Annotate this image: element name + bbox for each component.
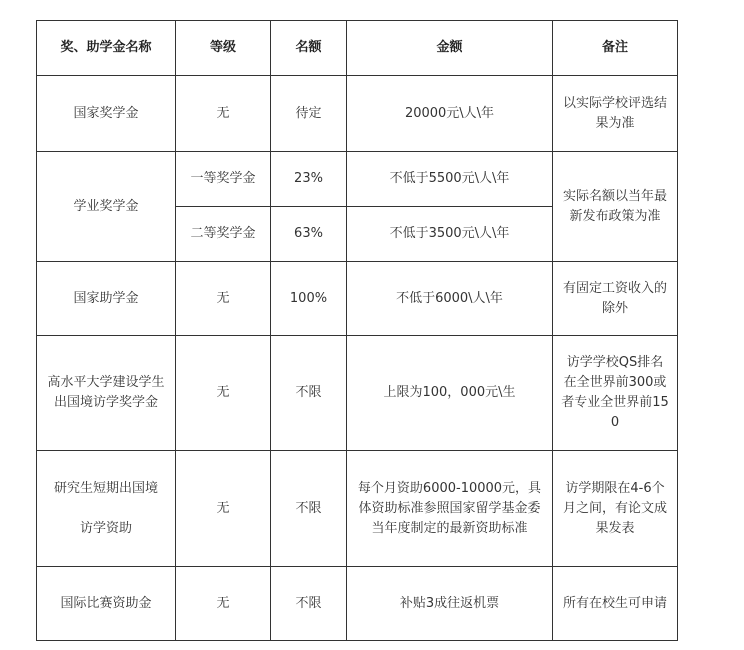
cell-level: 无 xyxy=(176,336,271,451)
cell-level: 无 xyxy=(176,76,271,152)
header-level: 等级 xyxy=(176,21,271,76)
cell-quota: 100% xyxy=(271,262,347,336)
cell-quota: 63% xyxy=(271,207,347,262)
cell-note: 有固定工资收入的除外 xyxy=(553,262,678,336)
cell-note: 访学期限在4-6个月之间，有论文成果发表 xyxy=(553,451,678,567)
cell-quota: 23% xyxy=(271,152,347,207)
cell-amount: 不低于6000\人\年 xyxy=(347,262,553,336)
cell-quota: 不限 xyxy=(271,451,347,567)
header-note: 备注 xyxy=(553,21,678,76)
cell-name: 高水平大学建设学生出国境访学奖学金 xyxy=(37,336,176,451)
header-name: 奖、助学金名称 xyxy=(37,21,176,76)
cell-level: 无 xyxy=(176,567,271,641)
cell-name: 国家助学金 xyxy=(37,262,176,336)
cell-note: 所有在校生可申请 xyxy=(553,567,678,641)
scholarship-table xyxy=(36,20,678,641)
table-row xyxy=(37,451,678,567)
cell-amount: 不低于5500元\人\年 xyxy=(347,152,553,207)
cell-name-line1: 研究生短期出国境 xyxy=(53,480,158,496)
cell-note: 以实际学校评选结果为准 xyxy=(553,76,678,152)
table-header-row xyxy=(37,21,678,76)
cell-name: 国家奖学金 xyxy=(37,76,176,152)
cell-amount: 不低于3500元\人\年 xyxy=(347,207,553,262)
cell-amount: 补贴3成往返机票 xyxy=(347,567,553,641)
cell-note: 实际名额以当年最新发布政策为准 xyxy=(553,152,678,262)
cell-name: 学业奖学金 xyxy=(37,152,176,262)
cell-note: 访学学校QS排名在全世界前300或者专业全世界前150 xyxy=(553,336,678,451)
cell-quota: 不限 xyxy=(271,567,347,641)
cell-name-line2: 访学资助 xyxy=(79,520,132,536)
cell-name xyxy=(37,451,176,567)
table-row xyxy=(37,76,678,152)
table-row xyxy=(37,262,678,336)
cell-level: 无 xyxy=(176,451,271,567)
cell-amount: 上限为100，000元\生 xyxy=(347,336,553,451)
cell-level: 一等奖学金 xyxy=(176,152,271,207)
table-row xyxy=(37,336,678,451)
cell-quota: 待定 xyxy=(271,76,347,152)
header-quota: 名额 xyxy=(271,21,347,76)
table-row xyxy=(37,152,678,207)
cell-name: 国际比赛资助金 xyxy=(37,567,176,641)
header-amount: 金额 xyxy=(347,21,553,76)
cell-amount: 20000元\人\年 xyxy=(347,76,553,152)
cell-level: 无 xyxy=(176,262,271,336)
table-row xyxy=(37,567,678,641)
cell-level: 二等奖学金 xyxy=(176,207,271,262)
cell-amount: 每个月资助6000-10000元，具体资助标准参照国家留学基金委当年度制定的最新资助标准 xyxy=(347,451,553,567)
cell-quota: 不限 xyxy=(271,336,347,451)
